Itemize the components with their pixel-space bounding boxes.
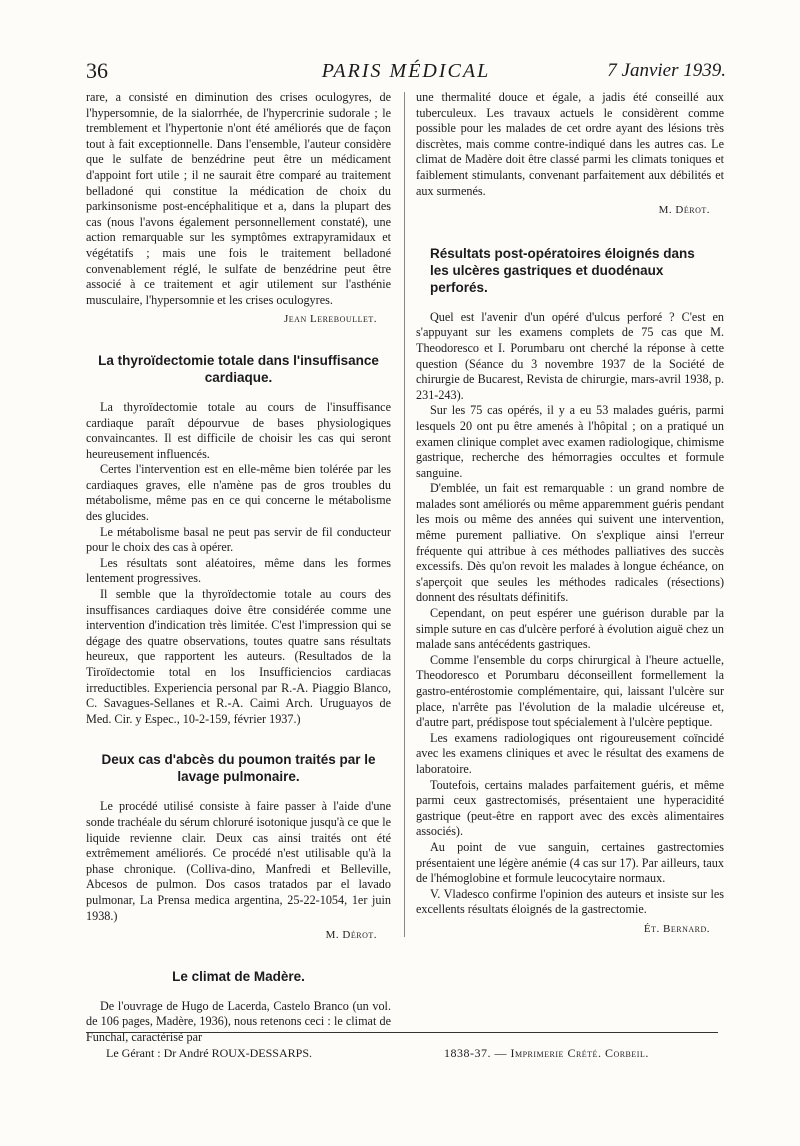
paragraph: Il semble que la thyroïdectomie totale au cours des insuffisances cardiaques doive être considérée comme une intervention d'indication très limitée. C'est l'impression qui se dégage des quatre observations, toutes quatre sans résultats heureux, que rapportent les auteurs. (Resultados de la Tiroïdectomie total en los Insufficiencios cardiacas irreductibles. Experiencia personal par R.-A. Piaggio Blanco, C. Savagues-Sellanes et R.-A. Caimi Arch. Uruguayos de Med. Cir. y Espec., 10-2-159, février 1937.) <box>86 587 391 726</box>
footer-gerant: Le Gérant : Dr André ROUX-DESSARPS. <box>106 1046 312 1060</box>
paragraph: Sur les 75 cas opérés, il y a eu 53 malades guéris, parmi lesquels 20 ont pu être amenés à l'hôpital ; on a pratiqué un examen clinique complet avec examen radiologique, chimisme gastrique, recherche des hémorragies occultes et formule sanguine. <box>416 403 724 480</box>
paragraph: Au point de vue sanguin, certaines gastrectomies présentaient une légère anémie (4 cas sur 17). Par ailleurs, taux de l'hémoglobine et formule leucocytaire normaux. <box>416 839 724 886</box>
paragraph: rare, a consisté en diminution des crises oculogyres, de l'hypersomnie, de la sialorrhée, de l'hypercrinie sudorale ; le tremblement et l'hypertonie n'ont été améliorés que de façon tout à fait exceptionnelle. Dans l'ensemble, l'auteur considère que le sulfate de benzédrine peut être un médicament d'appoint fort utile ; il ne saurait être comparé au traitement belladoné qui constitue la médication de choix du parkinsonisme post-encéphalitique et a, dans la plupart des cas (nous l'avons également personnellement constaté), une action remarquable sur les symptômes extrapyramidaux et végétatifs ; mais une fois le traitement belladoné convenablement réglé, le sulfate de benzédrine peut être associé à ce traitement et agir utilement sur l'asthénie musculaire, l'hypersomnie et les crises oculogyres. <box>86 90 391 307</box>
paragraph: Quel est l'avenir d'un opéré d'ulcus perforé ? C'est en s'appuyant sur les examens complets de 75 cas que M. Theodoresco et I. Porumbaru ont cherché la réponse à cette question (Séance du 3 novembre 1937 de la Société de chirurgie de Bucarest, Revista de chirurgie, mars-avril 1938, p. 231-243). <box>416 309 724 402</box>
paragraph: Comme l'ensemble du corps chirurgical à l'heure actuelle, Theodoresco et Porumbaru déconseillent formellement la gastro-entérostomie complémentaire, qui, laissant l'ulcère sur place, n'arrête pas l'évolution de la maladie ulcéreuse et, d'autre part, prédispose tout spécialement à l'ulcère peptique. <box>416 652 724 730</box>
signature: Ét. Bernard. <box>643 922 710 935</box>
signature: M. Dérot. <box>658 204 710 217</box>
heading-thyroidectomie: La thyroïdectomie totale dans l'insuffisance cardiaque. <box>98 352 379 385</box>
paragraph: La thyroïdectomie totale au cours de l'insuffisance cardiaque paraît dépourvue de bases physiologiques convaincantes. Il est difficile de choisir les cas qui seront heureusement influencés. <box>86 399 391 461</box>
paragraph: V. Vladesco confirme l'opinion des auteurs et insiste sur les excellents résultats éloignés de la gastrectomie. <box>416 886 724 917</box>
signature: M. Dérot. <box>325 929 377 942</box>
page-header <box>86 58 726 86</box>
heading-abces-poumon: Deux cas d'abcès du poumon traités par le lavage pulmonaire. <box>101 752 376 785</box>
issue-date: 7 Janvier 1939. <box>607 60 726 81</box>
paragraph: Certes l'intervention est en elle-même bien tolérée par les cardiaques graves, elle n'amène pas de gros troubles du métabolisme, même pas en ce qui concerne le métabolisme des glucides. <box>86 462 391 524</box>
paragraph: Toutefois, certains malades parfaitement guéris, et même parmi ceux gastrectomisés, présentaient une hyperacidité gastrique (peut-être en rapport avec des excès alimentaires associés). <box>416 777 724 839</box>
footer-rule <box>86 1032 718 1033</box>
left-column <box>86 90 391 1046</box>
paragraph: D'emblée, un fait est remarquable : un grand nombre de malades sont améliorés ou même apparemment guéris pendant les mois ou même des années qui suivent une intervention, même purement palliative. On s'explique ainsi l'erreur fréquente qui attribue à ces méthodes palliatives des succès excessifs. Dès qu'on revoit les malades à longue échéance, on s'aperçoit que seules les méthodes radicales (résections) donnent des résultats définitifs. <box>416 481 724 605</box>
heading-climat-madere: Le climat de Madère. <box>172 968 305 984</box>
paragraph: Cependant, on peut espérer une guérison durable par la simple suture en cas d'ulcère perforé à évolution aiguë chez un malade sans antécédents gastriques. <box>416 606 724 652</box>
page-number: 36 <box>86 58 108 83</box>
paragraph: Les examens radiologiques ont rigoureusement coïncidé avec les examens cliniques et avec le résultat des examens de laboratoire. <box>416 730 724 776</box>
paragraph: Les résultats sont aléatoires, même dans les formes lentement progressives. <box>86 555 391 586</box>
footer-imprimerie: 1838-37. — Imprimerie Crété. Corbeil. <box>444 1046 649 1060</box>
paragraph: une thermalité douce et égale, a jadis été conseillé aux tuberculeux. Les travaux actuels le considèrent comme possible pour les malades de cet ordre ayant des lésions très discrètes, mais comme contre-indiqué dans les autres cas. Le climat de Madère doit être classé parmi les climats toniques et faiblement stimulants, convenant parfaitement aux débilités et aux surmenés. <box>416 90 724 198</box>
right-column <box>416 90 724 938</box>
signature: Jean Lereboullet. <box>284 313 377 326</box>
paragraph: Le procédé utilisé consiste à faire passer à l'aide d'une sonde trachéale du sérum chloruré isotonique jusqu'à ce que le liquide revienne clair. Deux cas ainsi traités ont été extrêmement améliorés. Ce procédé n'est utilisable qu'à la phase chronique. (Colliva-dino, Manfredi et Belleville, Abcesos de pulmon. Dos casos tratados par el lavado pulmonar, La Prensa medica argentina, 25-22-1054, 1er juin 1938.) <box>86 799 391 923</box>
column-divider <box>404 92 405 937</box>
paragraph: De l'ouvrage de Hugo de Lacerda, Castelo Branco (un vol. de 106 pages, Madère, 1936), nous retenons ceci : le climat de Funchal, caractérisé par <box>86 998 391 1044</box>
paragraph: Le métabolisme basal ne peut pas servir de fil conducteur pour le choix des cas à opérer. <box>86 524 391 555</box>
heading-resultats-post-operatoires: Résultats post-opératoires éloignés dans les ulcères gastriques et duodénaux perforés. <box>430 245 695 295</box>
journal-title: PARIS MÉDICAL <box>321 60 491 82</box>
